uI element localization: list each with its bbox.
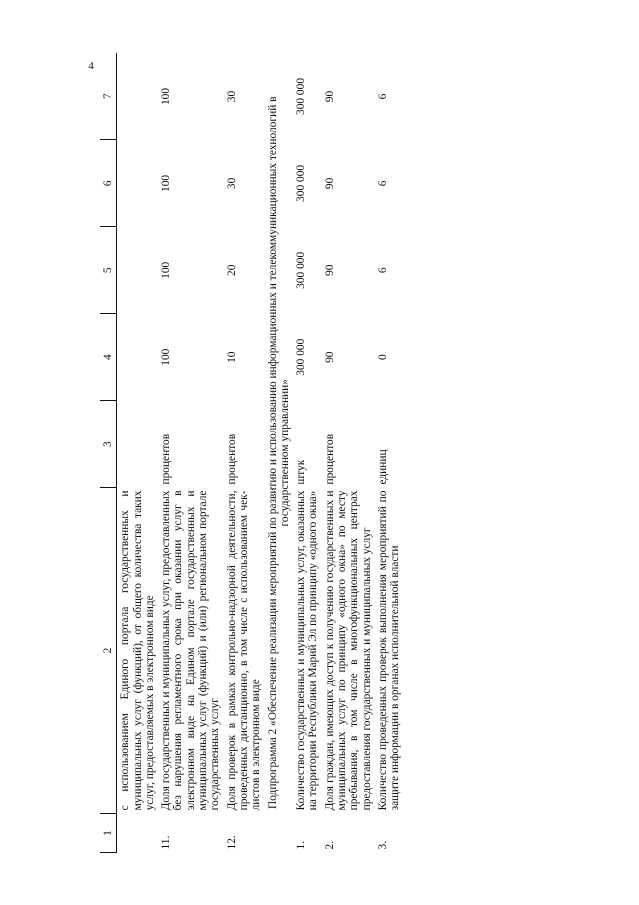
- row-number: [117, 813, 158, 852]
- header-cell: 4: [100, 314, 117, 401]
- value-cell: 100: [160, 348, 173, 366]
- value-cell: 300 000: [295, 338, 308, 376]
- indicator-name: Доля проверок в рамках контрольно-надзорной деятельности, проведенных дистанционно, в том числе с использованием чек-листов в электронном виде: [225, 490, 263, 811]
- indicators-table: [100, 53, 404, 853]
- unit-cell: процентов: [160, 433, 173, 485]
- value-cell: 100: [160, 174, 173, 192]
- indicators-table-wrapper: [100, 53, 404, 853]
- unit-cell: [117, 401, 158, 488]
- value-cell: 90: [323, 351, 336, 363]
- value-cell: 300 000: [295, 251, 308, 289]
- table-row: [158, 53, 223, 853]
- table-row: [375, 53, 404, 853]
- value-cell: [117, 53, 158, 140]
- indicator-name: Количество государственных и муниципальных услуг, оказанных на территории Республики Марий Эл по принципу «одного окна»: [295, 490, 320, 811]
- header-cell: 1: [100, 813, 117, 852]
- indicator-name: с использованием Единого портала государственных и муниципальных услуг (функций), от общего количества таких услуг, предоставляемых в электронном виде: [119, 490, 156, 811]
- indicator-name: Доля граждан, имеющих доступ к получению государственных и муниципальных услуг по принципу «одного окна» по месту пребывания, в том числе в многофункциональных центрах предоставления государственных и муниципальных услуг: [323, 490, 373, 811]
- value-cell: 6: [376, 267, 389, 274]
- value-cell: 100: [160, 261, 173, 279]
- row-number: 3.: [376, 840, 389, 850]
- value-cell: [117, 314, 158, 401]
- value-cell: 6: [376, 180, 389, 187]
- value-cell: 100: [160, 87, 173, 106]
- table-row: [293, 53, 322, 853]
- row-number: 11.: [160, 835, 173, 850]
- header-cell: 2: [100, 488, 117, 814]
- row-number: 1.: [295, 840, 308, 850]
- value-cell: 90: [323, 90, 336, 103]
- header-cell: 5: [100, 227, 117, 314]
- row-number: 2.: [323, 840, 336, 850]
- value-cell: 90: [323, 264, 336, 276]
- table-row: [224, 53, 265, 853]
- unit-cell: единиц: [376, 449, 389, 485]
- value-cell: 30: [225, 177, 238, 190]
- unit-cell: штук: [295, 459, 308, 485]
- value-cell: 0: [376, 354, 389, 361]
- table-header-row: [100, 53, 117, 853]
- value-cell: 300 000: [295, 77, 308, 115]
- value-cell: [117, 140, 158, 227]
- value-cell: 30: [225, 90, 238, 103]
- indicator-name: Количество проведенных проверок выполнения мероприятий по защите информации в органах исполнительной власти: [376, 490, 402, 811]
- value-cell: 20: [225, 264, 238, 276]
- value-cell: 300 000: [295, 164, 308, 202]
- value-cell: 90: [323, 177, 336, 190]
- value-cell: 10: [225, 351, 238, 363]
- value-cell: [117, 227, 158, 314]
- table-row: [322, 53, 375, 853]
- subprogram-row: [265, 53, 294, 853]
- header-cell: 6: [100, 140, 117, 227]
- value-cell: 6: [376, 93, 389, 100]
- header-cell: 3: [100, 401, 117, 488]
- header-cell: 7: [100, 53, 117, 140]
- indicator-name: Доля государственных и муниципальных услуг, предоставленных без нарушения регламентного срока при оказании услуг в электронном виде на Едином портале государственных и муниципальных услуг (функций) и (или) региональном портале государственных услуг: [160, 490, 222, 811]
- table-row: [117, 53, 158, 853]
- row-number: 12.: [225, 835, 238, 850]
- unit-cell: процентов: [323, 433, 336, 485]
- page-number: 4: [88, 60, 94, 72]
- unit-cell: процентов: [225, 433, 238, 485]
- subprogram-title: Подпрограмма 2 «Обеспечение реализации мероприятий по развитию и использованию информационных и телекоммуникационных технологий в государственном управлении»: [266, 96, 291, 810]
